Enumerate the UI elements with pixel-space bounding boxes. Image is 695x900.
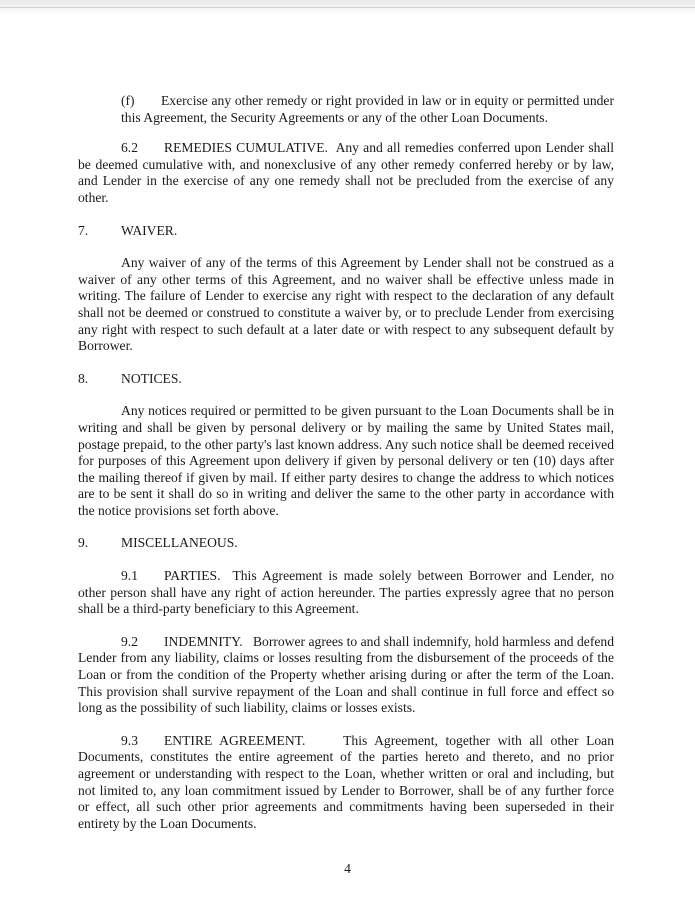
section-7-number: 7. [78, 222, 89, 238]
section-6-2 [78, 140, 614, 206]
section-9-1-number: 9.1 [121, 568, 138, 584]
section-9-title: MISCELLANEOUS. [121, 535, 238, 551]
section-9-2-number: 9.2 [121, 633, 138, 649]
section-9-heading [78, 535, 614, 552]
subsection-f-label: (f) [121, 93, 135, 108]
subsection-f [121, 93, 614, 126]
section-7-heading [78, 223, 614, 240]
section-7-title: WAIVER. [121, 222, 178, 238]
section-6-2-title: REMEDIES CUMULATIVE. [164, 140, 328, 156]
section-9-2-text: Borrower agrees to and shall indemnify, hold harmless and defend Lender from any liability, claims or losses resulting from the disbursement of the proceeds of the Loan or from the condition of the Property whether arising during or after the term of the Loan. This provision shall survive repayment of the Loan and shall continue in full force and effect so long as the possibility of such liability, claims or losses exists. [78, 633, 614, 716]
section-7-body: Any waiver of any of the terms of this Agreement by Lender shall not be construed as a waiver of any other terms of this Agreement, and no waiver shall be effective unless made in writing. The failure of Lender to exercise any right with respect to the declaration of any default shall not be deemed or construed to constitute a waiver by, or to preclude Lender from exercising any right with respect to such default at a later date or with respect to any subsequent default by Borrower. [78, 255, 614, 354]
section-8-body: Any notices required or permitted to be given pursuant to the Loan Documents shall be in writing and shall be given by personal delivery or by mailing the same by United States mail, postage prepaid, to the other party's last known address. Any such notice shall be deemed received for purposes of this Agreement upon delivery if given by personal delivery or ten (10) days after the mailing thereof if given by mail. If either party desires to change the address to which notices are to be sent it shall do so in writing and deliver the same to the other party in accordance with the notice provisions set forth above. [78, 403, 614, 518]
scan-rule [0, 7, 695, 8]
section-9-3 [78, 733, 614, 833]
section-9-1 [78, 568, 614, 618]
section-9-number: 9. [78, 535, 89, 551]
section-9-3-title: ENTIRE AGREEMENT. [164, 732, 306, 748]
section-6-2-number: 6.2 [121, 140, 138, 156]
section-8-number: 8. [78, 370, 89, 386]
page-number: 4 [344, 861, 351, 876]
section-6-2-text: Any and all remedies conferred upon Lender shall be deemed cumulative with, and nonexclusive of any other remedy conferred hereby or by law, and Lender in the exercise of any one remedy shall not be precluded from the exercise of any other. [78, 140, 615, 205]
section-9-3-number: 9.3 [121, 732, 138, 748]
section-9-1-title: PARTIES. [164, 568, 221, 584]
section-9-2 [78, 634, 614, 717]
subsection-f-text: Exercise any other remedy or right provided in law or in equity or permitted under this Agreement, the Security Agreements or any of the other Loan Documents. [121, 93, 614, 125]
section-9-2-title: INDEMNITY. [164, 633, 243, 649]
document-page [78, 93, 614, 832]
section-9-1-text: This Agreement is made solely between Borrower and Lender, no other person shall have any right of action hereunder. The parties expressly agree that no person shall be a third-party beneficiary to this Agreement. [78, 568, 614, 617]
section-8-title: NOTICES. [121, 370, 182, 386]
section-8-heading [78, 371, 614, 388]
scan-top-edge [0, 0, 695, 14]
section-9-3-text: This Agreement, together with all other Loan Documents, constitutes the entire agreement of the parties hereto and thereto, and no prior agreement or understanding with respect to the Loan, whether written or oral and including, but not limited to, any loan commitment issued by Lender to Borrower, shall be of any further force or effect, all such other prior agreements and commitments having been superseded in their entirety by the Loan Documents. [78, 732, 614, 831]
